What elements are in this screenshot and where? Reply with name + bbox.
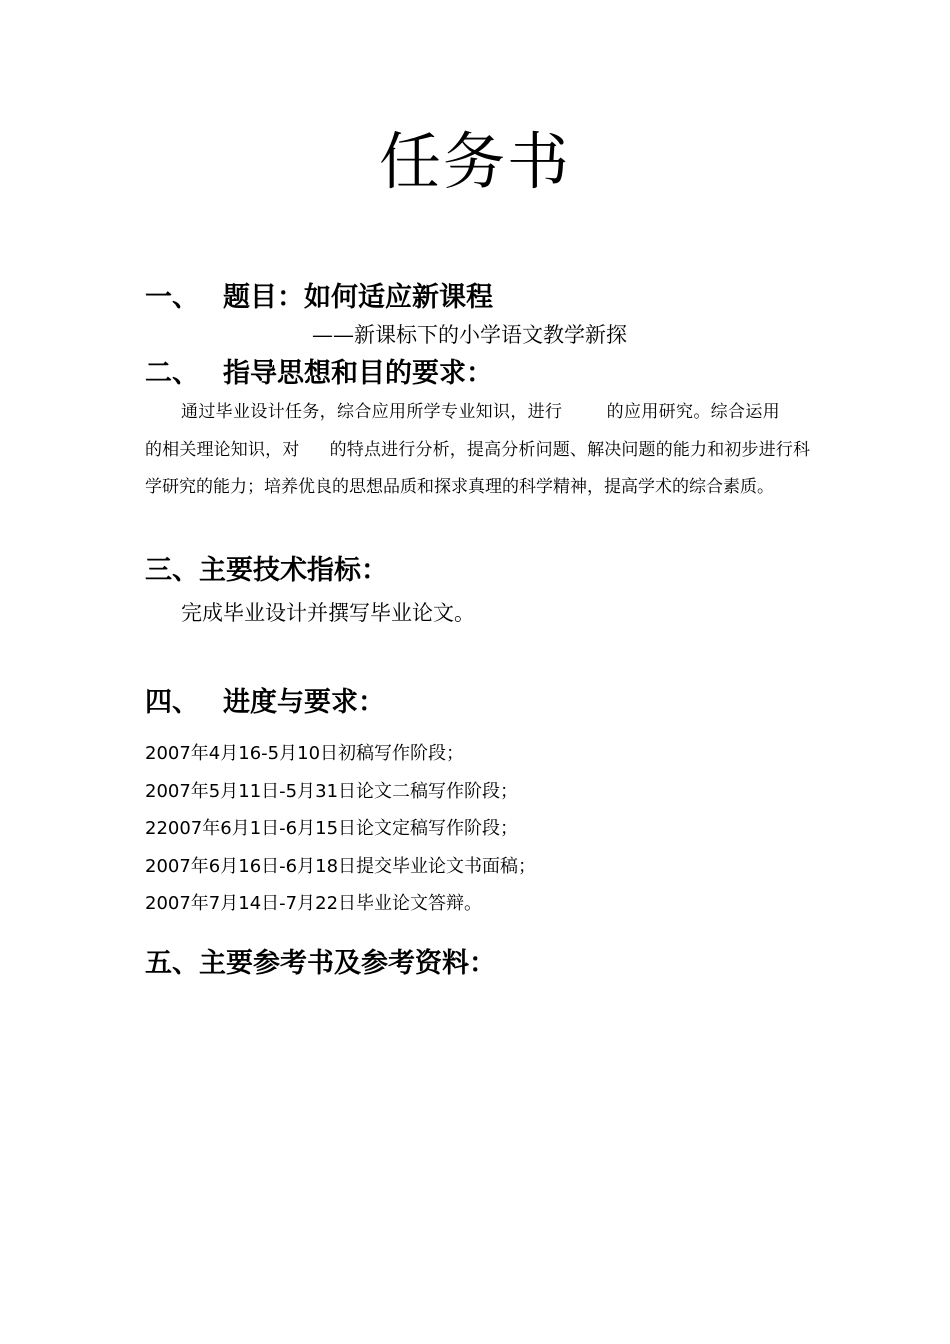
section-title: 题目：如何适应新课程 — [223, 282, 493, 313]
section-number: 二、 — [145, 358, 199, 389]
schedule-item: 22007年6月1日-6月15日论文定稿写作阶段； — [145, 818, 519, 839]
schedule-item: 2007年6月16日-6月18日提交毕业论文书面稿； — [145, 855, 537, 877]
purpose-text-3: 的相关理论知识，对 — [145, 439, 300, 460]
section-title: 进度与要求： — [223, 687, 385, 718]
document-title: 任务书 — [378, 125, 571, 198]
section-number: 一、 — [145, 282, 199, 313]
purpose-text-4: 的特点进行分析，提高分析问题、解决问题的能力和初步进行科学研究的能力；培养优良的思想品质和探求真理的科学精神，提高学术的综合素质。 — [145, 439, 811, 497]
topic-subtitle: ——新课标下的小学语文教学新探 — [312, 323, 627, 347]
section-number: 五、 — [145, 948, 199, 979]
section-heading-schedule — [145, 685, 385, 721]
section-title: 主要参考书及参考资料： — [199, 948, 496, 979]
section-number: 三、 — [145, 555, 199, 586]
section-number: 四、 — [145, 687, 199, 718]
schedule-item: 2007年7月14日-7月22日毕业论文答辩。 — [145, 893, 483, 914]
purpose-paragraph — [145, 394, 810, 507]
section-heading-tech — [145, 553, 388, 589]
section-heading-topic — [145, 280, 493, 316]
tech-indicator-text: 完成毕业设计并撰写毕业论文。 — [181, 601, 475, 625]
purpose-text-2: 的应用研究。综合运用 — [606, 402, 781, 422]
schedule-item: 2007年4月16-5月10日初稿写作阶段； — [145, 743, 465, 764]
schedule-item: 2007年5月11日-5月31日论文二稿写作阶段； — [145, 780, 519, 802]
section-title: 指导思想和目的要求： — [223, 358, 493, 389]
section-heading-guidance — [145, 356, 493, 392]
section-heading-references — [145, 946, 496, 982]
schedule-list — [145, 735, 536, 923]
section-title: 主要技术指标： — [199, 555, 388, 586]
purpose-text-1: 通过毕业设计任务，综合应用所学专业知识，进行 — [181, 402, 563, 422]
